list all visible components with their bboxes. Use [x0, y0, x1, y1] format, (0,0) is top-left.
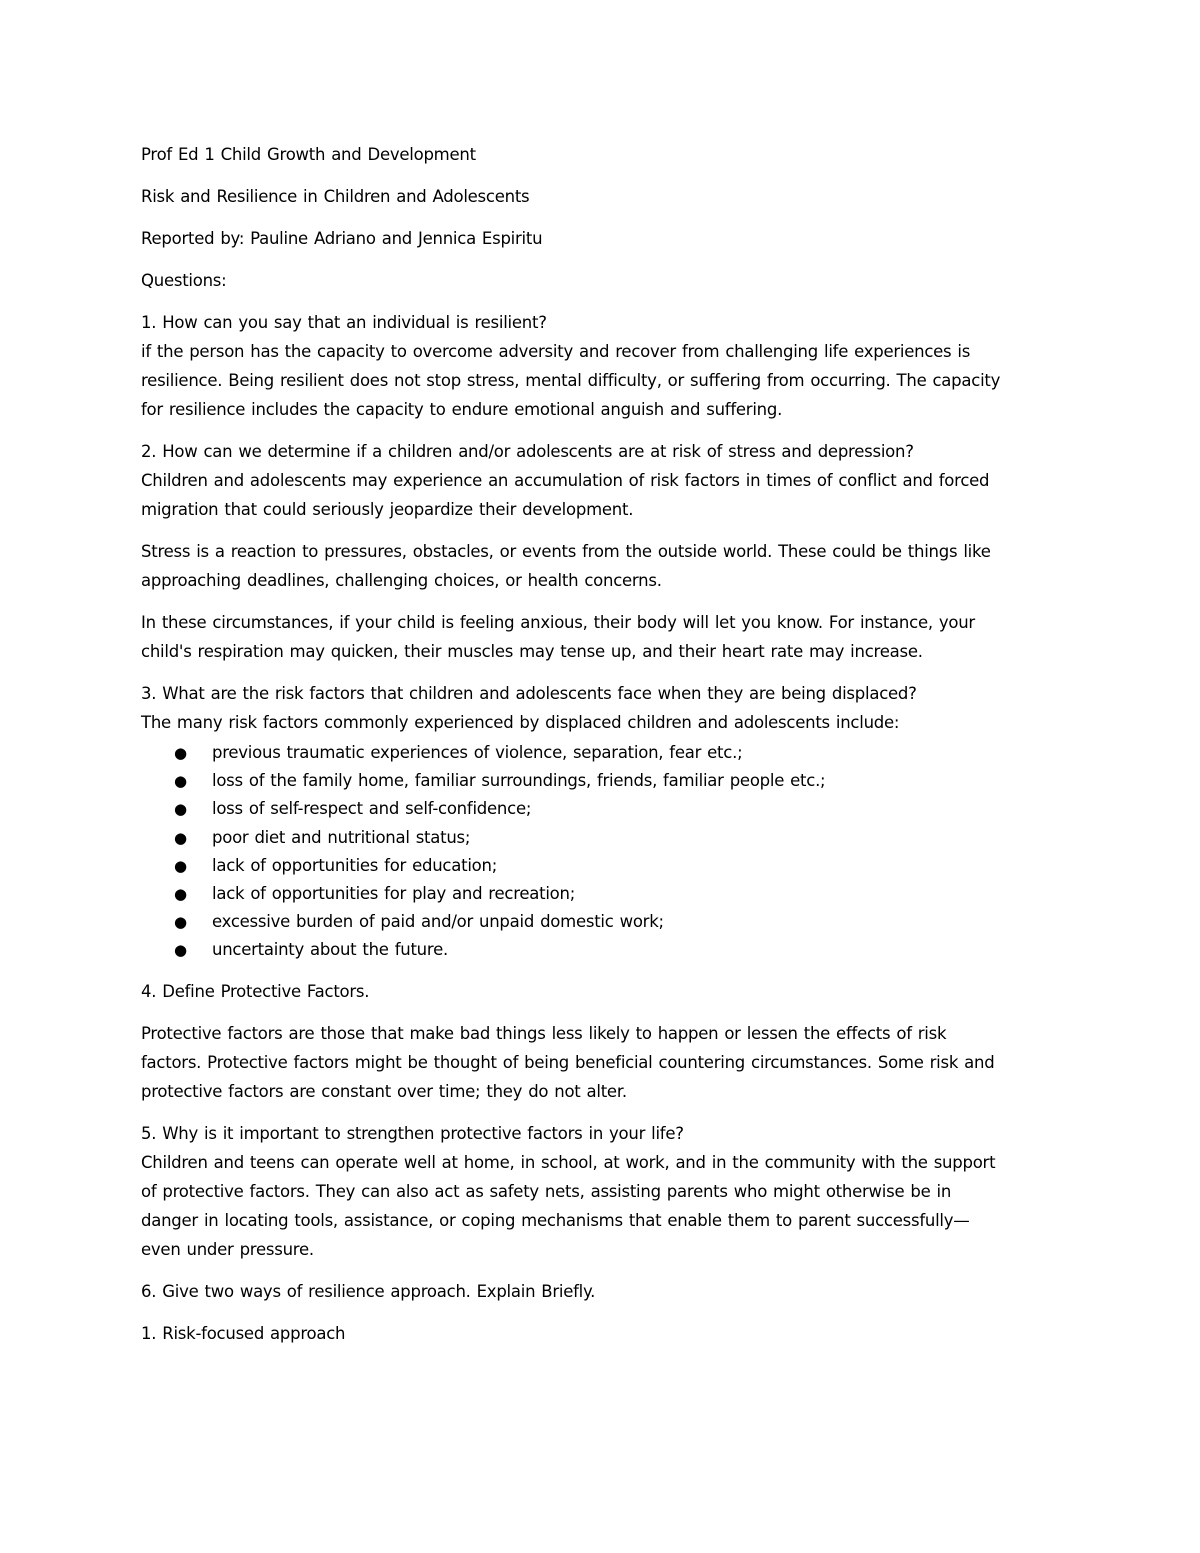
answer-1-line: if the person has the capacity to overcome adversity and recover from challenging life experiences is — [141, 342, 971, 361]
answer-4-paragraph — [141, 1019, 1071, 1106]
list-item: ● loss of the family home, familiar surroundings, friends, familiar people etc.; — [141, 767, 1071, 795]
question-6: 6. Give two ways of resilience approach. Explain Briefly. — [141, 1281, 596, 1301]
document-body — [141, 140, 1071, 1361]
answer-2-line: In these circumstances, if your child is feeling anxious, their body will let you know. For instance, your — [141, 613, 975, 632]
reporters-line: Reported by: Pauline Adriano and Jennica Espiritu — [141, 229, 543, 248]
question-4: 4. Define Protective Factors. — [141, 981, 370, 1001]
answer-2-line: Stress is a reaction to pressures, obstacles, or events from the outside world. These could be things like — [141, 542, 991, 561]
bullet-icon: ● — [174, 941, 187, 960]
answer-2-line: approaching deadlines, challenging choices, or health concerns. — [141, 571, 662, 590]
answer-2-line: Children and adolescents may experience an accumulation of risk factors in times of conflict and forced — [141, 471, 990, 490]
question-1: 1. How can you say that an individual is resilient? — [141, 313, 547, 332]
bullet-icon: ● — [174, 800, 187, 819]
question-2: 2. How can we determine if a children and/or adolescents are at risk of stress and depression? — [141, 442, 914, 461]
list-item: ● previous traumatic experiences of violence, separation, fear etc.; — [141, 739, 1071, 767]
answer-5-line: Children and teens can operate well at home, in school, at work, and in the community with the support — [141, 1152, 996, 1172]
answer-3-intro: The many risk factors commonly experienced by displaced children and adolescents include: — [141, 713, 900, 732]
course-title: Prof Ed 1 Child Growth and Development — [141, 145, 476, 164]
list-item: ● poor diet and nutritional status; — [141, 824, 1071, 852]
questions-label: Questions: — [141, 271, 227, 290]
bullet-icon: ● — [174, 772, 187, 791]
answer-2-line: child's respiration may quicken, their muscles may tense up, and their heart rate may increase. — [141, 642, 923, 661]
question-1-block — [141, 308, 1071, 424]
question-3: 3. What are the risk factors that children and adolescents face when they are being displaced? — [141, 684, 917, 703]
question-5-block — [141, 1119, 1071, 1264]
bullet-icon: ● — [174, 885, 187, 904]
topic-title: Risk and Resilience in Children and Adolescents — [141, 187, 530, 206]
list-item: ● excessive burden of paid and/or unpaid domestic work; — [141, 908, 1071, 936]
list-item: ● lack of opportunities for education; — [141, 852, 1071, 880]
question-2-block — [141, 437, 1071, 524]
question-3-block — [141, 679, 1071, 737]
bullet-icon: ● — [174, 828, 187, 847]
approach-1-heading: 1. Risk-focused approach — [141, 1323, 346, 1343]
risk-factors-list — [141, 739, 1071, 965]
answer-1-line: resilience. Being resilient does not stop stress, mental difficulty, or suffering from occurring. The capacity — [141, 371, 1001, 390]
answer-2-circumstances-paragraph — [141, 608, 1071, 666]
bullet-icon: ● — [174, 913, 187, 932]
answer-2-line: migration that could seriously jeopardize their development. — [141, 500, 634, 519]
question-5: 5. Why is it important to strengthen protective factors in your life? — [141, 1123, 684, 1143]
bullet-icon: ● — [174, 856, 187, 875]
answer-4-line: factors. Protective factors might be thought of being beneficial countering circumstances. Some risk and — [141, 1052, 995, 1072]
answer-1-line: for resilience includes the capacity to endure emotional anguish and suffering. — [141, 400, 783, 419]
bullet-icon: ● — [174, 744, 187, 762]
answer-5-line: even under pressure. — [141, 1239, 314, 1259]
answer-5-line: danger in locating tools, assistance, or coping mechanisms that enable them to parent successfully— — [141, 1210, 970, 1230]
answer-5-line: of protective factors. They can also act as safety nets, assisting parents who might otherwise be in — [141, 1181, 952, 1201]
answer-4-line: Protective factors are those that make bad things less likely to happen or lessen the effects of risk — [141, 1023, 947, 1043]
list-item: ● uncertainty about the future. — [141, 936, 1071, 964]
answer-4-line: protective factors are constant over time; they do not alter. — [141, 1081, 627, 1101]
answer-2-stress-paragraph — [141, 537, 1071, 595]
list-item: ● lack of opportunities for play and recreation; — [141, 880, 1071, 908]
list-item: ● loss of self-respect and self-confidence; — [141, 795, 1071, 823]
